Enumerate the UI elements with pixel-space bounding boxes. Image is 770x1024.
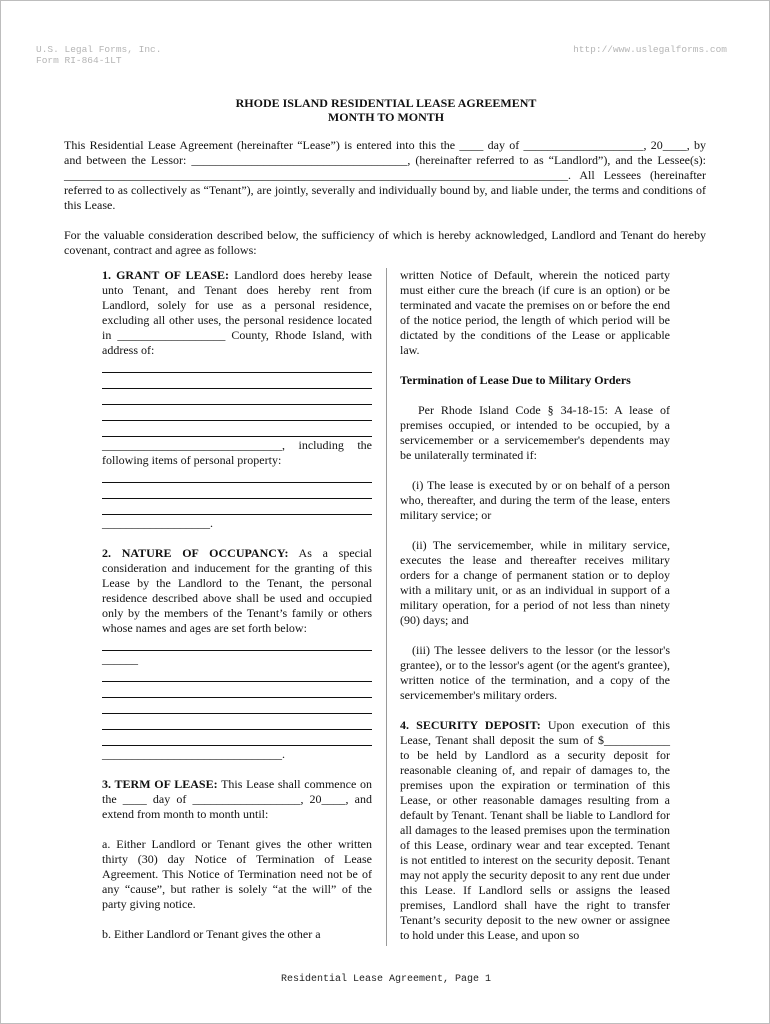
intro-section <box>64 138 706 258</box>
property-line[interactable] <box>102 468 372 483</box>
grant-of-lease-heading: 1. GRANT OF LEASE: <box>102 268 229 282</box>
occupant-line[interactable] <box>102 699 372 714</box>
military-clause-iii: (iii) The lessee delivers to the lessor (or the lessor's grantee), or to the lessor's agent (or the agent's grantee), written notice of the termination, and a copy of the servicemember's military orders. <box>400 643 670 702</box>
form-number: Form RI-864-1LT <box>36 55 122 66</box>
occupant-line[interactable] <box>102 667 372 682</box>
title-line-1: RHODE ISLAND RESIDENTIAL LEASE AGREEMENT <box>235 96 537 110</box>
nature-of-occupancy-text: As a special consideration and inducement for the granting of this Lease by the Landlord to the Tenant, the personal residence described above shall be used and occupied only by the members of the Tenant’s family or others whose names and ages are set forth below: <box>102 546 372 635</box>
intro-paragraph: This Residential Lease Agreement (hereinafter “Lease”) is entered into this the ____ day of ____________________, 20____, by and between the Lessor: ____________________________________, (hereinafter referred to as “Landlord”), and the Lessee(s): ____________________________________________________________________________________. All Lessees (hereinafter referred to as collectively as “Tenant”), are jointly, severally and individually bound by, and liable under, the terms and conditions of this Lease. <box>64 138 706 212</box>
occupant-line-short: ______ <box>102 652 138 666</box>
personal-property-intro: ______________________________, including the following items of personal property: <box>102 438 372 467</box>
property-line[interactable] <box>102 500 372 515</box>
term-clause-b: b. Either Landlord or Tenant gives the other a <box>102 927 321 941</box>
occupant-line[interactable] <box>102 731 372 746</box>
address-line[interactable] <box>102 358 372 373</box>
right-column <box>400 268 670 958</box>
military-orders-heading: Termination of Lease Due to Military Orders <box>400 373 631 387</box>
grant-of-lease-section <box>102 268 372 358</box>
address-line[interactable] <box>102 406 372 421</box>
occupant-line[interactable] <box>102 683 372 698</box>
property-line-end: __________________. <box>102 516 213 530</box>
term-clause-a: a. Either Landlord or Tenant gives the other written thirty (30) day Notice of Termination of Lease Agreement. This Notice of Termination need not be of any “cause”, but rather is solely “at the will” of the party giving notice. <box>102 837 372 911</box>
occupant-line[interactable] <box>102 636 372 651</box>
publisher-header <box>36 44 161 66</box>
document-title <box>1 96 770 124</box>
address-line[interactable] <box>102 390 372 405</box>
publisher-url[interactable]: http://www.uslegalforms.com <box>573 44 727 55</box>
nature-of-occupancy-section <box>102 546 372 636</box>
notice-of-default-text: written Notice of Default, wherein the noticed party must either cure the breach (if cure is an option) or be terminated and vacate the premises on or before the end of the notice period, the length of which period will be dictated by the conditions of the Lease or applicable law. <box>400 268 670 357</box>
occupant-line[interactable] <box>102 715 372 730</box>
address-line[interactable] <box>102 374 372 389</box>
security-deposit-heading: 4. SECURITY DEPOSIT: <box>400 718 541 732</box>
property-line[interactable] <box>102 484 372 499</box>
address-line[interactable] <box>102 422 372 437</box>
consideration-paragraph: For the valuable consideration described below, the sufficiency of which is hereby acknowledged, Landlord and Tenant do hereby covenant, contract and agree as follows: <box>64 228 706 257</box>
nature-of-occupancy-heading: 2. NATURE OF OCCUPANCY: <box>102 546 289 560</box>
security-deposit-section <box>400 718 670 943</box>
title-line-2: MONTH TO MONTH <box>327 110 445 124</box>
publisher-name: U.S. Legal Forms, Inc. <box>36 44 162 55</box>
military-clause-i: (i) The lease is executed by or on behalf of a person who, thereafter, and during the term of the lease, enters military service; or <box>400 478 670 522</box>
left-column <box>102 268 372 957</box>
term-of-lease-heading: 3. TERM OF LEASE: <box>102 777 218 791</box>
column-divider <box>386 268 387 946</box>
term-of-lease-text: This Lease shall commence on the ____ day of __________________, 20____, and extend from month to month until: <box>102 777 373 821</box>
occupant-line-end: ______________________________. <box>102 747 285 761</box>
term-of-lease-section <box>102 777 372 822</box>
page-footer: Residential Lease Agreement, Page 1 <box>280 974 492 985</box>
security-deposit-text: Upon execution of this Lease, Tenant shall deposit the sum of $___________ to be held by Landlord as a security deposit for reasonable cleaning of, and repair of damages to, the premises upon the expiration or termination of this Lease, or other reasonable damages resulting from a default by Tenant. Tenant shall be liable to Landlord for all damages to the leased premises upon the termination of this Lease, ordinary wear and tear excepted. Tenant is not entitled to interest on the security deposit. Tenant may not apply the security deposit to any rent due under this Lease. If Landlord sells or assigns the leased premises, Landlord shall have the right to transfer Tenant’s security deposit to the new owner or assignee to hold under this Lease, and upon so <box>400 718 670 942</box>
military-clause-ii: (ii) The servicemember, while in military service, executes the lease and thereafter receives military orders for a change of permanent station or to deploy with a military unit, or as an individual in support of a military operation, for a period of not less than ninety (90) days; and <box>400 538 670 627</box>
grant-of-lease-text: Landlord does hereby lease unto Tenant, and Tenant does hereby rent from Landlord, solely for use as a personal residence, excluding all other uses, the personal residence located in __________________ County, Rhode Island, with address of: <box>102 268 372 357</box>
military-intro-text: Per Rhode Island Code § 34-18-15: A lease of premises occupied, or intended to be occupied, by a servicemember or a servicemember's dependents may be unilaterally terminated if: <box>400 403 670 462</box>
